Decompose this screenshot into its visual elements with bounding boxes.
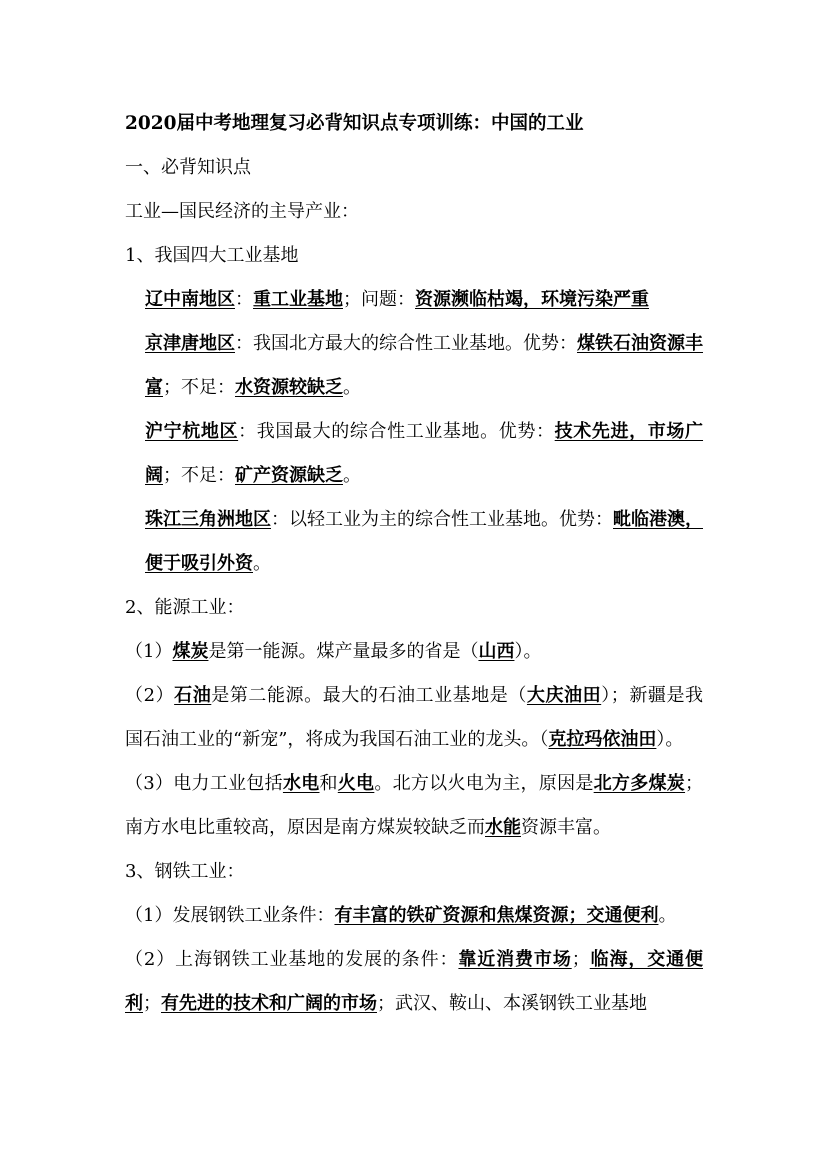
keyword: 克拉玛依油田: [548, 729, 657, 750]
text: （2）: [125, 685, 175, 706]
text: ）。: [514, 641, 542, 662]
keyword: 临海，交通便利: [125, 949, 704, 1014]
text: ）；新疆是我国石油工业的“新宠”，将成为我国石油工业的龙头。（: [125, 685, 704, 750]
text: ；: [143, 993, 161, 1014]
keyword: 石油: [174, 685, 212, 706]
keyword: 有丰富的铁矿资源和焦煤资源；交通便利: [334, 905, 659, 926]
paragraph-shanghai-steel: [125, 938, 703, 1026]
paragraph-zhujiang: [125, 498, 703, 586]
keyword: 火电: [337, 773, 375, 794]
keyword: 沪宁杭地区: [145, 421, 239, 442]
subheading-energy: 2、能源工业：: [125, 597, 245, 618]
keyword: 重工业基地: [253, 289, 343, 310]
subheading-steel: 3、钢铁工业：: [125, 861, 245, 882]
keyword: 煤炭: [172, 641, 209, 662]
text: ：我国北方最大的综合性工业基地。优势：: [235, 333, 577, 354]
text: ；武汉、鞍山、本溪钢铁工业基地: [377, 993, 647, 1014]
text: 。: [658, 905, 677, 926]
text: ；不足：: [163, 377, 235, 398]
text: ；不足：: [163, 465, 235, 486]
text: （1）发展钢铁工业条件：: [125, 905, 335, 926]
keyword: 水资源较缺乏: [235, 377, 343, 398]
keyword: 毗临港澳，便于吸引外资: [145, 509, 703, 574]
keyword: 珠江三角洲地区: [145, 509, 271, 530]
keyword: 资源濒临枯竭，环境污染严重: [415, 289, 649, 310]
text: 是第二能源。最大的石油工业基地是（: [211, 685, 527, 706]
text: ）。: [656, 729, 684, 750]
text: 和: [319, 773, 338, 794]
keyword: 辽中南地区: [145, 289, 235, 310]
paragraph-liaozhongnan: [125, 278, 703, 322]
paragraph-oil: [125, 674, 703, 762]
keyword: 水能: [485, 817, 521, 838]
paragraph-steel-conditions: [125, 894, 703, 938]
keyword: 技术先进，市场广阔: [145, 421, 704, 486]
paragraph-jingjintang: [125, 322, 703, 410]
document-page: [125, 102, 703, 1026]
paragraph-coal: [125, 630, 703, 674]
intro-text: 工业—国民经济的主导产业：: [125, 201, 359, 222]
text: 。: [343, 465, 361, 486]
document-title: 2020届中考地理复习必背知识点专项训练：中国的工业: [125, 113, 584, 134]
text: （1）: [125, 641, 173, 662]
text: ；南方水电比重较高，原因是南方煤炭较缺乏而: [125, 773, 704, 838]
text: ：: [235, 289, 253, 310]
keyword: 北方多煤炭: [593, 773, 686, 794]
keyword: 有先进的技术和广阔的市场: [161, 993, 377, 1014]
text: （3）电力工业包括: [125, 773, 283, 794]
text: 。: [253, 553, 271, 574]
keyword: 煤铁石油资源丰富: [145, 333, 703, 398]
text: ：我国最大的综合性工业基地。优势：: [238, 421, 555, 442]
subheading-bases: 1、我国四大工业基地: [125, 245, 299, 266]
text: ；: [571, 949, 590, 970]
text: 是第一能源。煤产量最多的省是（: [208, 641, 479, 662]
section-heading: 一、必背知识点: [125, 157, 251, 178]
keyword: 京津唐地区: [145, 333, 235, 354]
text: ：以轻工业为主的综合性工业基地。优势：: [271, 509, 613, 530]
keyword: 大庆油田: [526, 685, 602, 706]
text: ；问题：: [343, 289, 415, 310]
paragraph-huninghang: [125, 410, 703, 498]
keyword: 山西: [478, 641, 515, 662]
text: 。: [343, 377, 361, 398]
keyword: 水电: [282, 773, 320, 794]
text: 资源丰富。: [521, 817, 611, 838]
text: 。北方以火电为主，原因是: [374, 773, 594, 794]
keyword: 靠近消费市场: [458, 949, 572, 970]
text: （2）上海钢铁工业基地的发展的条件：: [125, 949, 459, 970]
paragraph-power: [125, 762, 703, 850]
keyword: 矿产资源缺乏: [235, 465, 343, 486]
